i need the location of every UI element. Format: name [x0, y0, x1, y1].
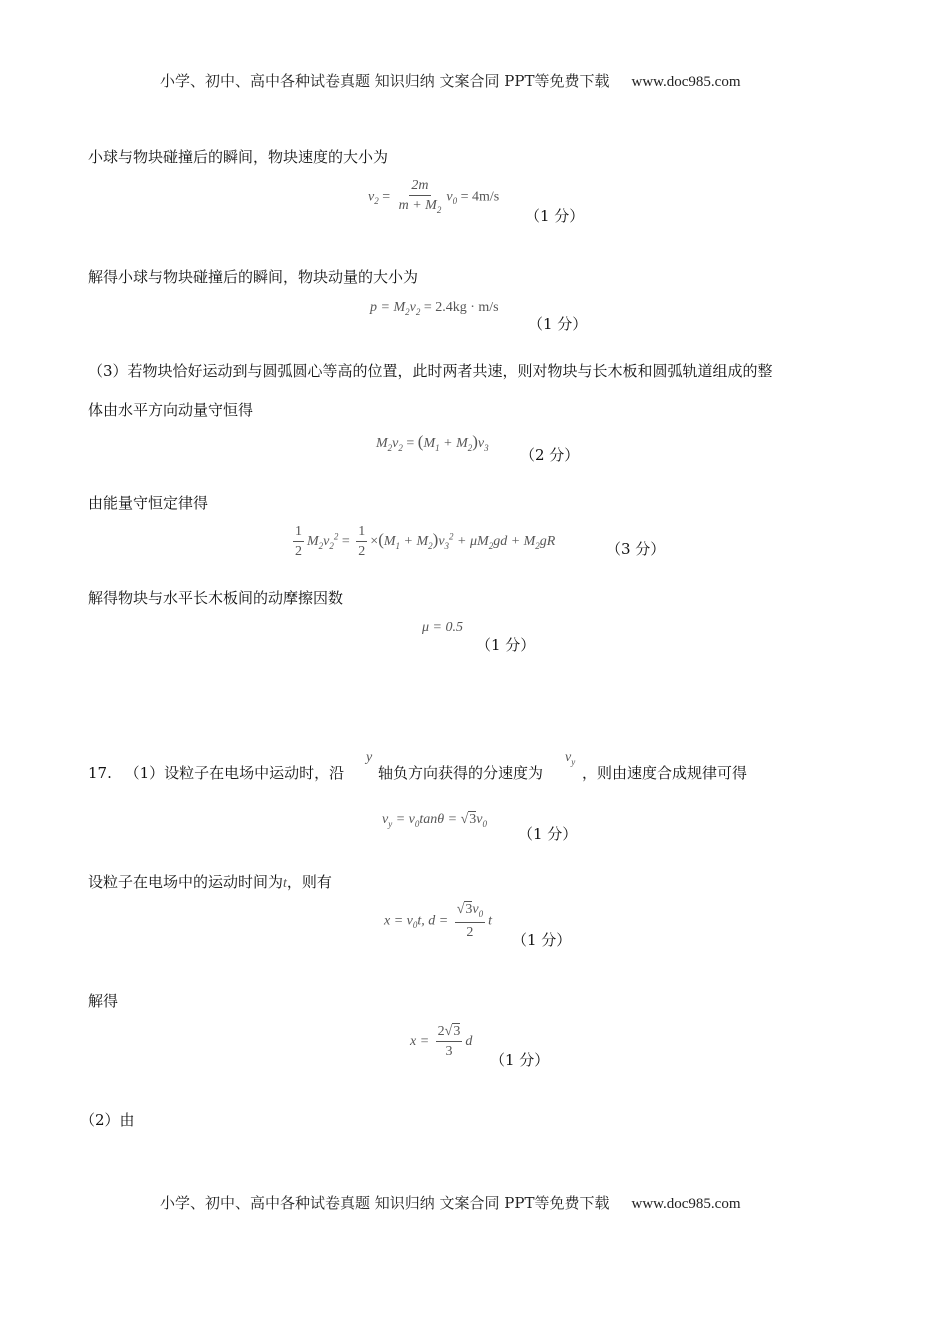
score-e3: （2 分） — [520, 446, 580, 464]
footer-text: 小学、初中、高中各种试卷真题 知识归纳 文案合同 PPT等免费下载 — [160, 1194, 610, 1212]
question-17-end: ，则由速度合成规律可得 — [582, 764, 748, 782]
score-e7: （1 分） — [512, 931, 572, 949]
score-e6: （1 分） — [518, 825, 578, 843]
paragraph-energy-intro: 由能量守恒定律得 — [88, 494, 209, 512]
header-url: www.doc985.com — [631, 74, 741, 90]
inline-t: t — [283, 876, 287, 891]
paragraph-time-intro: 设粒子在电场中的运动时间为t，则有 — [88, 873, 332, 891]
paragraph-velocity-intro: 小球与物块碰撞后的瞬间，物块速度的大小为 — [88, 148, 389, 166]
equation-x: x = $\frac{2√3}{3}$ d — [410, 1024, 473, 1060]
equation-v2: $v_2$ = $\frac{2m}{m + M_2}$ $v_0 = 4m/s$ — [368, 178, 500, 216]
header-text: 小学、初中、高中各种试卷真题 知识归纳 文案合同 PPT等免费下载 — [160, 72, 610, 90]
question-17-intro: 17. （1）设粒子在电场中运动时，沿 — [88, 764, 345, 782]
equation-momentum-conservation: $M_2v_2 = (M_1 + M_2)v_3$ — [376, 432, 489, 453]
paragraph-part3-line1: （3）若物块恰好运动到与圆弧圆心等高的位置，此时两者共速，则对物块与长木板和圆弧轨道组成的整 — [88, 362, 773, 380]
page-header — [160, 70, 741, 91]
equation-momentum: $p = M_2v_2 = 2.4kg \cdot m/s$ — [370, 300, 499, 317]
score-e8: （1 分） — [490, 1051, 550, 1069]
paragraph-friction-intro: 解得物块与水平长木板间的动摩擦因数 — [88, 589, 344, 607]
paragraph-part2: （2）由 — [80, 1111, 135, 1129]
inline-y: y — [366, 750, 373, 765]
equation-energy-conservation: $\frac{1}{2}$ $M_2v_2^2$ = $\frac{1}{2}$ $\times(M_1 + M_2)v_3^2 + \mu M_2gd + M_2gR$ — [295, 524, 556, 560]
paragraph-part3-line2: 体由水平方向动量守恒得 — [88, 401, 254, 419]
question-17-mid: 轴负方向获得的分速度为 — [378, 764, 544, 782]
footer-url: www.doc985.com — [631, 1196, 741, 1212]
page-footer — [160, 1192, 741, 1213]
paragraph-solve: 解得 — [88, 992, 119, 1010]
equation-mu: μ = 0.5 — [422, 620, 463, 635]
equation-x-d: $x = v_0t$, d = $\frac{√3v_0}{2}$ t — [384, 902, 493, 940]
score-e1: （1 分） — [525, 207, 585, 225]
paragraph-momentum-intro: 解得小球与物块碰撞后的瞬间，物块动量的大小为 — [88, 268, 419, 286]
question-number: 17. — [88, 764, 112, 782]
score-e4: （3 分） — [606, 540, 666, 558]
inline-vy: $v_y$ — [565, 750, 576, 767]
score-e5: （1 分） — [476, 636, 536, 654]
score-e2: （1 分） — [528, 315, 588, 333]
equation-vy: $v_y = v_0\tan\theta = √3v_0$ — [382, 812, 488, 829]
